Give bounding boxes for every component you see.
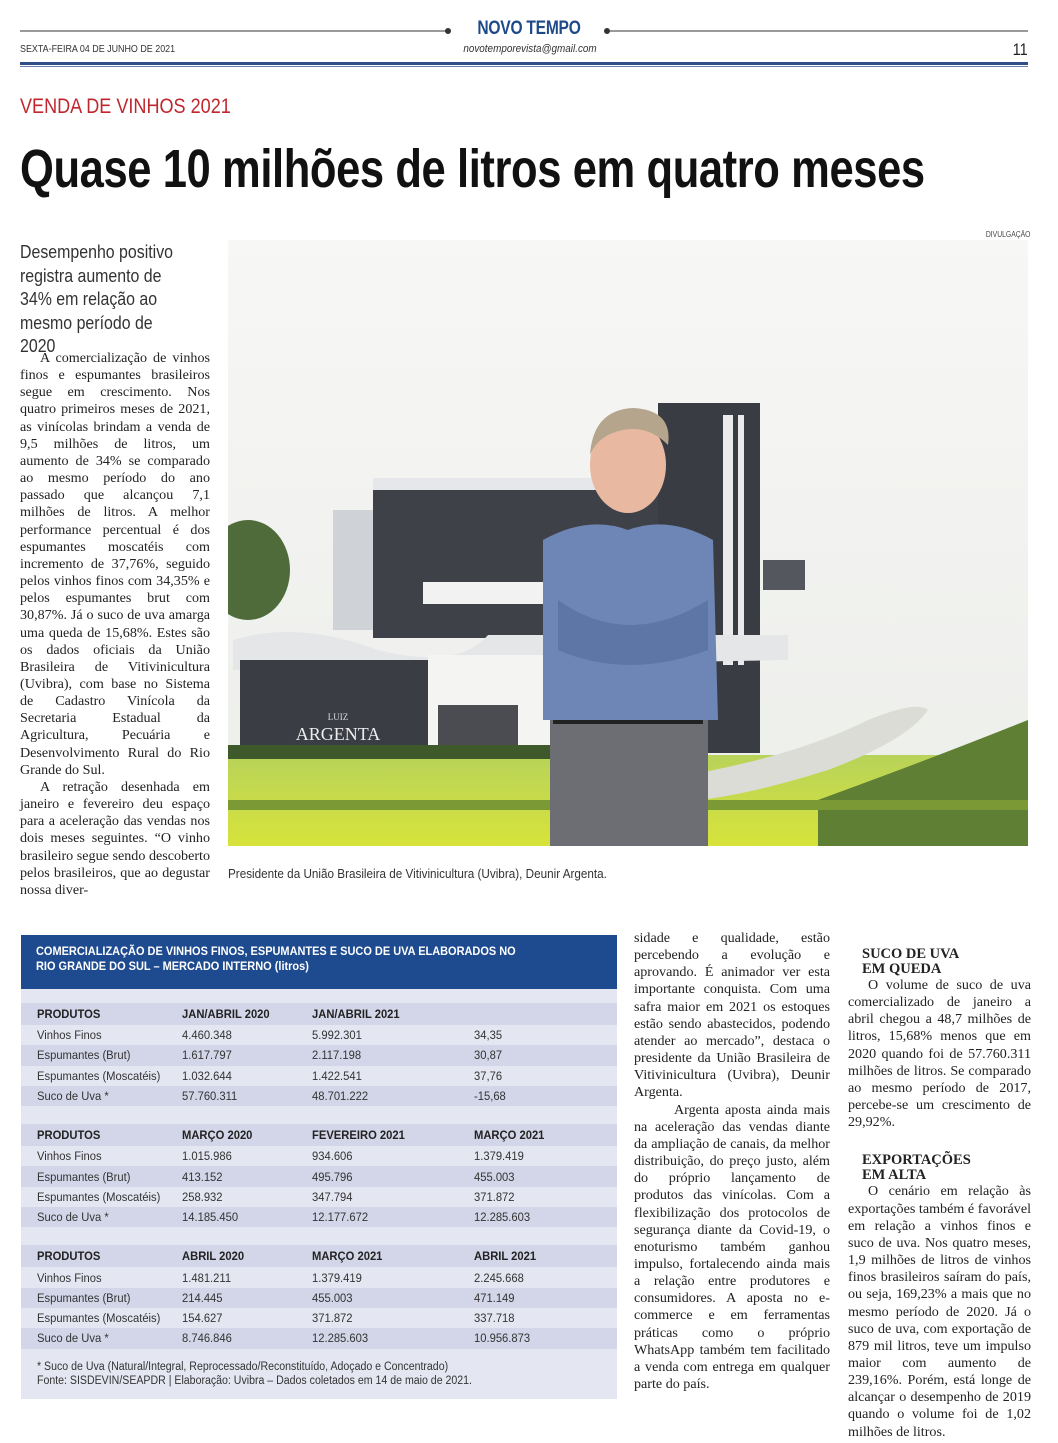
product-cell bbox=[37, 1089, 182, 1103]
cell-text: 5.992.301 bbox=[312, 1028, 362, 1043]
masthead-rule-left bbox=[20, 30, 448, 32]
table-row bbox=[21, 1288, 617, 1308]
cell-text: 1.379.419 bbox=[312, 1270, 362, 1285]
cell-text: Espumantes (Brut) bbox=[37, 1169, 131, 1184]
cell-text: 48.701.222 bbox=[312, 1089, 369, 1104]
value-cell bbox=[182, 1210, 312, 1224]
cell-text: 495.796 bbox=[312, 1169, 353, 1184]
cell-text: 8.746.846 bbox=[182, 1331, 232, 1346]
value-cell bbox=[312, 1291, 474, 1305]
masthead-dot-left bbox=[445, 28, 451, 34]
cell-text: 1.422.541 bbox=[312, 1068, 362, 1083]
table-source: Fonte: SISDEVIN/SEAPDR | Elaboração: Uvibra – Dados coletados em 14 de maio de 2021. bbox=[37, 1375, 473, 1388]
column-header-text: ABRIL 2021 bbox=[474, 1249, 537, 1264]
photo-illustration bbox=[228, 240, 1028, 846]
table-row bbox=[21, 1207, 617, 1227]
masthead-divider-thin bbox=[20, 66, 1028, 67]
value-cell bbox=[474, 1069, 594, 1083]
value-cell bbox=[474, 1048, 594, 1062]
product-cell bbox=[37, 1048, 182, 1062]
value-cell bbox=[182, 1170, 312, 1184]
cell-text: 37,76 bbox=[474, 1068, 503, 1083]
cell-text: 1.015.986 bbox=[182, 1149, 232, 1164]
cell-text: -15,68 bbox=[474, 1089, 506, 1104]
value-cell bbox=[182, 1149, 312, 1163]
column-header bbox=[474, 1007, 594, 1021]
table-body bbox=[21, 989, 617, 1349]
column-header-text: JAN/ABRIL 2020 bbox=[182, 1007, 270, 1021]
product-cell bbox=[37, 1069, 182, 1083]
subheading-line: EXPORTAÇÕES bbox=[862, 1152, 971, 1169]
cell-text: Espumantes (Moscatéis) bbox=[37, 1189, 161, 1204]
cell-text: 371.872 bbox=[312, 1311, 353, 1326]
column-header bbox=[474, 1128, 594, 1142]
page-number: 11 bbox=[1012, 40, 1028, 59]
table-block-spacer bbox=[21, 1106, 617, 1124]
table-title bbox=[21, 935, 617, 989]
publication-name: NOVO TEMPO bbox=[477, 18, 581, 39]
product-cell bbox=[37, 1311, 182, 1325]
body-paragraph: O volume de suco de uva comercializado de janeiro a abril chegou a 48,7 milhões de litros, 15,68% menos que em 2020 quando foi de 57.760.311 milhões de litros. Se comparado ao mesmo período de 2017, percebe-se um crescimento de 29,92%. bbox=[848, 977, 1031, 1131]
column-header-text: ABRIL 2020 bbox=[182, 1249, 245, 1264]
cell-text: 455.003 bbox=[474, 1169, 515, 1184]
cell-text: 2.245.668 bbox=[474, 1270, 524, 1285]
cell-text: 371.872 bbox=[474, 1189, 515, 1204]
table-row bbox=[21, 1025, 617, 1045]
cell-text: 12.177.672 bbox=[312, 1210, 369, 1225]
cell-text: 1.481.211 bbox=[182, 1270, 232, 1285]
photo-credit: DIVULGAÇÃO bbox=[985, 230, 1030, 239]
cell-text: Suco de Uva * bbox=[37, 1331, 109, 1346]
subheading-exportacoes bbox=[848, 1153, 1031, 1183]
cell-text: 2.117.198 bbox=[312, 1048, 362, 1063]
column-header-text: MARÇO 2021 bbox=[474, 1128, 545, 1143]
cell-text: 14.185.450 bbox=[182, 1210, 239, 1225]
masthead-divider bbox=[20, 62, 1028, 65]
body-column-2 bbox=[634, 930, 830, 1393]
table-block bbox=[21, 1245, 617, 1348]
table-row bbox=[21, 1187, 617, 1207]
column-header-text: PRODUTOS bbox=[37, 1007, 101, 1021]
value-cell bbox=[474, 1291, 594, 1305]
deck-subtitle: Desempenho positivo registra aumento de 34% em relação ao mesmo período de 2020 bbox=[20, 241, 174, 356]
body-paragraph: A retração desenhada em janeiro e fevereiro deu espaço para a aceleração das vendas nos dois meses seguintes. “O vinho brasileiro segue sendo descoberto pelos brasileiros, que ao degustar nossa diver- bbox=[20, 778, 210, 898]
issue-date: SEXTA-FEIRA 04 DE JUNHO DE 2021 bbox=[20, 43, 176, 55]
body-paragraph: Argenta aposta ainda mais na aceleração das vendas diante da ampliação de canais, da melhor distribuição, do preço justo, além do próprio lançamento de produtos das vinícolas. Com a flexibilização dos protocolos de segurança diante da Covid-19, o enoturismo também ganhou impulso, fortalecendo ainda mais a relação entre produtores e consumidores. A aposta no e-commerce e em ferramentas práticas como o próprio WhatsApp também tem facilitado a venda com entrega em qualquer parte do país. bbox=[634, 1101, 830, 1393]
body-paragraph: O cenário em relação às exportações também é favorável em relação a vinhos finos e suco de uva. Nos quatro meses, 1,9 milhões de litros de vinhos finos brasileiros saíram do país, ou seja, 169,23% a mais que no mesmo período de 2020. Já o suco de uva, com exportação de 879 mil litros, teve um impulso maior com aumento de 239,16%. Porém, está longe de alcançar o desempenho de 2019 quando o volume foi de 1,02 milhões de litros. bbox=[848, 1183, 1031, 1440]
column-header bbox=[182, 1128, 312, 1142]
cell-text: 12.285.603 bbox=[474, 1210, 531, 1225]
value-cell bbox=[474, 1210, 594, 1224]
cell-text: Vinhos Finos bbox=[37, 1028, 102, 1043]
value-cell bbox=[312, 1311, 474, 1325]
section-kicker: VENDA DE VINHOS 2021 bbox=[20, 95, 231, 118]
table-header-row bbox=[21, 1003, 617, 1025]
body-column-1 bbox=[20, 350, 210, 899]
cell-text: 1.032.644 bbox=[182, 1068, 232, 1083]
value-cell bbox=[474, 1028, 594, 1042]
value-cell bbox=[182, 1028, 312, 1042]
product-cell bbox=[37, 1271, 182, 1285]
table-row bbox=[21, 1267, 617, 1287]
table-block bbox=[21, 1124, 617, 1227]
article-photo bbox=[228, 240, 1028, 846]
value-cell bbox=[312, 1190, 474, 1204]
table-footnotes bbox=[21, 1349, 617, 1389]
value-cell bbox=[182, 1069, 312, 1083]
value-cell bbox=[312, 1069, 474, 1083]
table-row bbox=[21, 1166, 617, 1186]
data-table bbox=[21, 935, 617, 1399]
cell-text: 4.460.348 bbox=[182, 1028, 232, 1043]
cell-text: 10.956.873 bbox=[474, 1331, 531, 1346]
table-row bbox=[21, 1066, 617, 1086]
value-cell bbox=[182, 1331, 312, 1345]
cell-text: 214.445 bbox=[182, 1290, 223, 1305]
product-cell bbox=[37, 1190, 182, 1204]
table-block-spacer bbox=[21, 989, 617, 1003]
sign-text: ARGENTA bbox=[295, 724, 381, 744]
value-cell bbox=[474, 1311, 594, 1325]
column-header-text: MARÇO 2021 bbox=[312, 1249, 383, 1264]
value-cell bbox=[182, 1190, 312, 1204]
value-cell bbox=[312, 1028, 474, 1042]
table-footnote: * Suco de Uva (Natural/Integral, Reprocessado/Reconstituído, Adoçado e Concentrado) bbox=[37, 1360, 449, 1373]
value-cell bbox=[182, 1089, 312, 1103]
photo-caption: Presidente da União Brasileira de Vitivinicultura (Uvibra), Deunir Argenta. bbox=[228, 866, 607, 881]
product-cell bbox=[37, 1170, 182, 1184]
cell-text: Suco de Uva * bbox=[37, 1089, 109, 1104]
cell-text: 1.379.419 bbox=[474, 1149, 524, 1164]
headline: Quase 10 milhões de litros em quatro meses bbox=[20, 139, 925, 199]
table-title-line1: COMERCIALIZAÇÃO DE VINHOS FINOS, ESPUMANTES E SUCO DE UVA ELABORADOS NO bbox=[36, 944, 516, 958]
value-cell bbox=[474, 1331, 594, 1345]
column-header bbox=[474, 1249, 594, 1263]
product-cell bbox=[37, 1210, 182, 1224]
table-header-row bbox=[21, 1245, 617, 1267]
cell-text: 154.627 bbox=[182, 1311, 223, 1326]
column-header-text: PRODUTOS bbox=[37, 1128, 101, 1143]
table-block-spacer bbox=[21, 1227, 617, 1245]
product-cell bbox=[37, 1331, 182, 1345]
body-paragraph: sidade e qualidade, estão percebendo a evolução e aprovando. É animador ver esta importante conquista. Com uma safra maior em 2021 os estoques estão sendo abastecidos, podendo atender ao mercado”, destaca o presidente da União Brasileira de Vitivinicultura (Uvibra), Deunir Argenta. bbox=[634, 930, 830, 1101]
value-cell bbox=[474, 1089, 594, 1103]
subheading-suco bbox=[848, 947, 1031, 977]
value-cell bbox=[182, 1311, 312, 1325]
table-header-row bbox=[21, 1124, 617, 1146]
table-row bbox=[21, 1308, 617, 1328]
value-cell bbox=[312, 1048, 474, 1062]
table-title-line2: RIO GRANDE DO SUL – MERCADO INTERNO (litros) bbox=[36, 959, 309, 973]
column-header-text: MARÇO 2020 bbox=[182, 1128, 253, 1143]
product-cell bbox=[37, 1149, 182, 1163]
cell-text: 258.932 bbox=[182, 1189, 223, 1204]
value-cell bbox=[312, 1089, 474, 1103]
column-header bbox=[312, 1007, 474, 1021]
cell-text: Espumantes (Moscatéis) bbox=[37, 1311, 161, 1326]
column-header-text: JAN/ABRIL 2021 bbox=[312, 1007, 400, 1021]
value-cell bbox=[312, 1331, 474, 1345]
column-header bbox=[182, 1249, 312, 1263]
column-header bbox=[182, 1007, 312, 1021]
column-header bbox=[312, 1249, 474, 1263]
column-header bbox=[312, 1128, 474, 1142]
value-cell bbox=[182, 1291, 312, 1305]
table-row bbox=[21, 1328, 617, 1348]
value-cell bbox=[312, 1271, 474, 1285]
cell-text: 337.718 bbox=[474, 1311, 515, 1326]
cell-text: Vinhos Finos bbox=[37, 1149, 102, 1164]
value-cell bbox=[312, 1170, 474, 1184]
subheading-line: EM QUEDA bbox=[862, 961, 942, 977]
value-cell bbox=[182, 1271, 312, 1285]
column-header bbox=[37, 1249, 182, 1263]
subheading-line: EM ALTA bbox=[862, 1167, 927, 1184]
sign-small-text: LUIZ bbox=[327, 712, 349, 722]
product-cell bbox=[37, 1028, 182, 1042]
value-cell bbox=[474, 1271, 594, 1285]
body-column-3 bbox=[848, 947, 1031, 1441]
cell-text: 455.003 bbox=[312, 1290, 353, 1305]
value-cell bbox=[182, 1048, 312, 1062]
table-row bbox=[21, 1146, 617, 1166]
cell-text: 413.152 bbox=[182, 1169, 223, 1184]
cell-text: 12.285.603 bbox=[312, 1331, 369, 1346]
hedge bbox=[228, 745, 558, 759]
column-header bbox=[37, 1128, 182, 1142]
cell-text: 934.606 bbox=[312, 1149, 353, 1164]
masthead-rule-right bbox=[610, 30, 1028, 32]
cell-text: 30,87 bbox=[474, 1048, 503, 1063]
body-paragraph: A comercialização de vinhos finos e espumantes brasileiros segue em crescimento. Nos quatro primeiros meses de 2021, as vinícolas brindam a venda de 9,5 milhões de litros, um aumento de 34% se comparado ao mesmo período do ano passado que alcançou 7,1 milhões de litros. A melhor performance percentual é dos espumantes moscatéis com incremento de 37,76%, seguido pelos vinhos finos com 34,35% e pelos espumantes brut com 30,87%. Já o suco de uva amarga uma queda de 15,68%. Estes são os dados oficiais da União Brasileira de Vitivinicultura (Uvibra), com base no Sistema de Cadastro Vinícola da Secretaria Estadual da Agricultura, Pecuária e Desenvolvimento Rural do Rio Grande do Sul. bbox=[20, 350, 210, 778]
table-row bbox=[21, 1086, 617, 1106]
cell-text: Espumantes (Brut) bbox=[37, 1290, 131, 1305]
column-header-text: FEVEREIRO 2021 bbox=[312, 1128, 405, 1143]
column-header-text: PRODUTOS bbox=[37, 1249, 101, 1264]
cell-text: Espumantes (Moscatéis) bbox=[37, 1068, 161, 1083]
cell-text: 1.617.797 bbox=[182, 1048, 232, 1063]
contact-email: novotemporevista@gmail.com bbox=[463, 43, 597, 55]
cell-text: Vinhos Finos bbox=[37, 1270, 102, 1285]
cell-text: Suco de Uva * bbox=[37, 1210, 109, 1225]
cell-text: 34,35 bbox=[474, 1028, 503, 1043]
value-cell bbox=[474, 1190, 594, 1204]
cell-text: 471.149 bbox=[474, 1290, 515, 1305]
cell-text: 347.794 bbox=[312, 1189, 353, 1204]
table-row bbox=[21, 1045, 617, 1065]
value-cell bbox=[474, 1170, 594, 1184]
value-cell bbox=[312, 1149, 474, 1163]
product-cell bbox=[37, 1291, 182, 1305]
table-block bbox=[21, 1003, 617, 1106]
cell-text: 57.760.311 bbox=[182, 1089, 238, 1104]
value-cell bbox=[312, 1210, 474, 1224]
value-cell bbox=[474, 1149, 594, 1163]
cell-text: Espumantes (Brut) bbox=[37, 1048, 131, 1063]
subheading-line: SUCO DE UVA bbox=[862, 946, 960, 962]
column-header bbox=[37, 1007, 182, 1021]
